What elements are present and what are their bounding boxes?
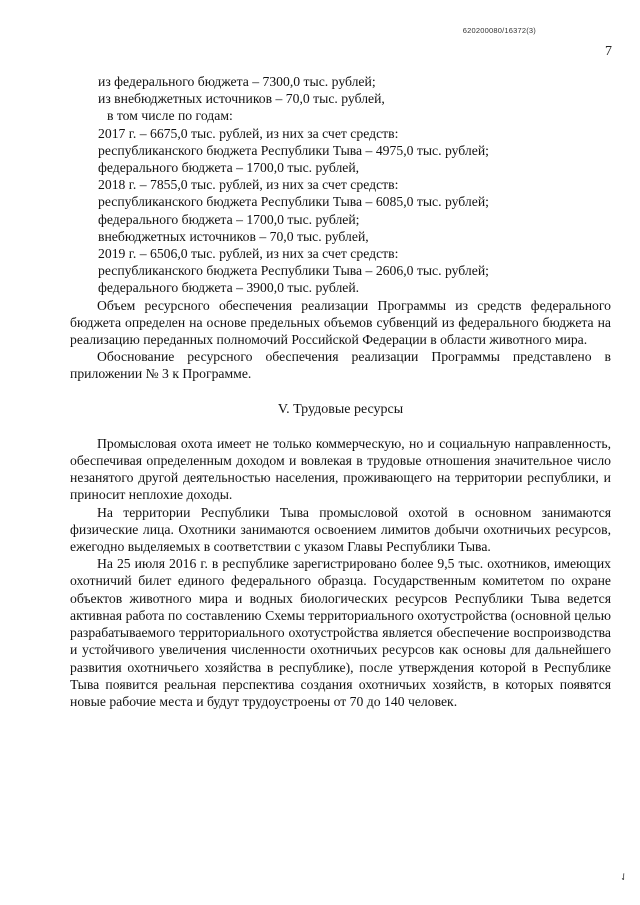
paragraph: Промысловая охота имеет не только коммерческую, но и социальную направленность, обеспечивая определенным доходом и вовлекая в трудовые отношения значительное число незанятого другой деятельностью населения, проживающего на территории республики, и приносит неплохие доходы. xyxy=(70,435,611,503)
funding-line: республиканского бюджета Республики Тыва – 4975,0 тыс. рублей; xyxy=(98,142,489,158)
funding-line: республиканского бюджета Республики Тыва – 6085,0 тыс. рублей; xyxy=(98,194,489,210)
funding-line: в том числе по годам: xyxy=(107,108,233,124)
funding-line: федерального бюджета – 1700,0 тыс. рублей, xyxy=(98,160,360,176)
section-title: V. Трудовые ресурсы xyxy=(277,401,404,417)
paragraphs-before-section xyxy=(70,297,612,383)
funding-line: из федерального бюджета – 7300,0 тыс. рублей; xyxy=(98,74,376,89)
scan-artifact: ✓ xyxy=(617,870,631,885)
paragraph: На 25 июля 2016 г. в республике зарегистрировано более 9,5 тыс. охотников, имеющих охотничий билет единого федерального образца. Государственным комитетом по охране объектов животного мира и водных биологических ресурсов Республики Тыва ведется активная работа по составлению Схемы территориального охотустройства (основной целью разрабатываемого территориального охотустройства является обеспечение воспроизводства и устойчивого увеличения численности охотничьих ресурсов как основы для дальнейшего развития охотничьего хозяйства в республике), после утверждения которой в Республике Тыва появится реальная перспектива создания охотничьих хозяйств, в которых появятся новые рабочие места и будут трудоустроены от 70 до 140 человек. xyxy=(70,556,611,709)
funding-line: 2018 г. – 7855,0 тыс. рублей, из них за счет средств: xyxy=(98,177,399,193)
funding-line: республиканского бюджета Республики Тыва – 2606,0 тыс. рублей; xyxy=(98,263,489,279)
funding-list xyxy=(98,73,612,297)
funding-line: внебюджетных источников – 70,0 тыс. рублей, xyxy=(98,228,369,244)
funding-line: 2017 г. – 6675,0 тыс. рублей, из них за счет средств: xyxy=(98,125,399,141)
page-number: 7 xyxy=(605,44,612,59)
paragraphs-after-section xyxy=(70,435,612,710)
document-id: 620200080/16372(3) xyxy=(462,26,536,35)
paragraph: На территории Республики Тыва промысловой охотой в основном занимаются физические лица. Охотники занимаются освоением лимитов добычи охотничьих ресурсов, ежегодно выделяемых в соответствии с указом Главы Республики Тыва. xyxy=(70,504,611,555)
paragraph: Обоснование ресурсного обеспечения реализации Программы представлено в приложении № 3 к Программе. xyxy=(70,349,611,382)
paragraph: Объем ресурсного обеспечения реализации Программы из средств федерального бюджета определен на основе предельных объемов субвенций из федерального бюджета на реализацию переданных полномочий Российской Федерации в области животного мира. xyxy=(70,297,611,348)
funding-line: 2019 г. – 6506,0 тыс. рублей, из них за счет средств: xyxy=(98,246,399,262)
funding-line: федерального бюджета – 3900,0 тыс. рублей. xyxy=(98,280,360,296)
funding-line: из внебюджетных источников – 70,0 тыс. рублей, xyxy=(98,91,385,107)
document-body xyxy=(70,73,612,710)
funding-line: федерального бюджета – 1700,0 тыс. рублей; xyxy=(98,211,360,227)
